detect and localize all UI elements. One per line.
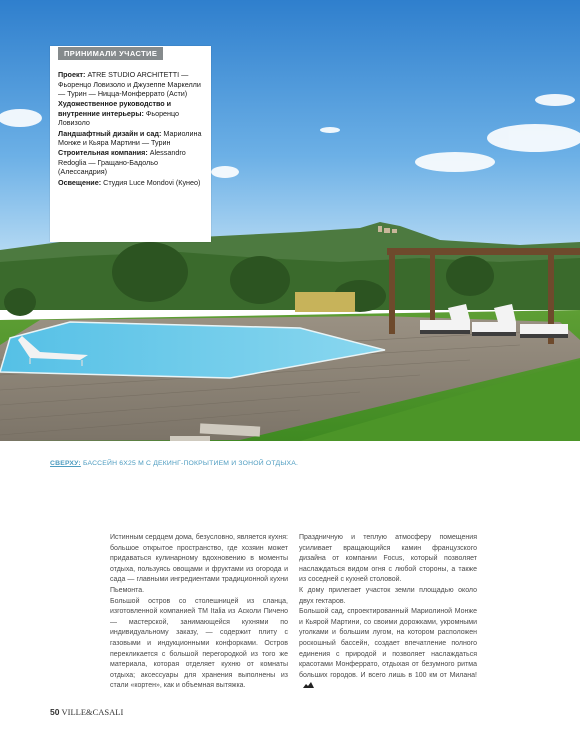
body-paragraph: К дому прилегает участок земли площадью около двух гектаров. — [299, 586, 477, 605]
body-paragraph: Истинным сердцем дома, безусловно, является кухня: большое открытое пространство, где хозяин может придаваться кулинарному вдохновению в моменты отдыха, пользуясь овощами и фруктами из огорода и сада — главными ингредиентами традиционной кухни Пьемонта. — [110, 534, 288, 594]
caption-text: БАССЕЙН 6X25 М С ДЕКИНГ-ПОКРЫТИЕМ И ЗОНОЙ ОТДЫХА. — [80, 460, 299, 467]
page-footer — [50, 707, 123, 717]
credit-item: Ландшафтный дизайн и сад: Мариолина Монже и Кьяра Мартини — Турин — [58, 128, 202, 148]
body-column-right — [299, 533, 477, 693]
credit-item: Проект: ATRE STUDIO ARCHITETTI — Фьоренцо Ловизоло и Джузеппе Маркелли — Турин — Ницца-Монферрато (Асти) — [58, 70, 201, 99]
end-mark-icon — [302, 681, 315, 689]
body-paragraph: Большой остров со столешницей из сланца, изготовленной компанией TM Italia из Асколи Пичено — мастерской, занимающейся кухнями по индивидуальному заказу, — содержит плиту с газовыми и индукционными конфорками. Остров перекликается с большой перегородкой из того же материала, которая отделяет кухню от комнаты отдыха; аксессуары для хранения выполнены из стали «кортен», как и объемная вытяжка. — [110, 597, 288, 690]
body-paragraph: Большой сад, спроектированный Мариолиной Монже и Кьярой Мартини, со своими дорожками, укромными уголками и большим лугом, на котором расположен роскошный бассейн, создает впечатление полного единения с природой и позволяет наслаждаться красотами Монферрато, отдыхая от безумного ритма больших городов. И всего лишь в 100 км от Милана! — [299, 607, 477, 693]
credits-list — [58, 70, 208, 188]
credits-tab-label: ПРИНИМАЛИ УЧАСТИЕ — [58, 47, 163, 60]
page-number: 50 — [50, 707, 60, 717]
credit-item: Строительная компания: Alessandro Redoglia — Гращано-Бадольо (Алессандрия) — [58, 148, 186, 177]
body-paragraph: Праздничную и теплую атмосферу помещения усиливает вращающийся камин французского дизайна от компании Focus, который позволяет наслаждаться видом огня с любой стороны, а также из соседней с кухней столовой. — [299, 534, 477, 584]
magazine-name: VILLE&CASALI — [61, 707, 124, 717]
credit-item: Художественное руководство и внутренние интерьеры: Фьоренцо Ловизоло — [58, 99, 180, 128]
body-column-left — [110, 533, 288, 692]
photo-caption — [50, 460, 298, 467]
caption-lead: СВЕРХУ: — [50, 460, 81, 467]
credit-item: Освещение: Студия Luce Mondovi (Кунео) — [58, 177, 201, 187]
